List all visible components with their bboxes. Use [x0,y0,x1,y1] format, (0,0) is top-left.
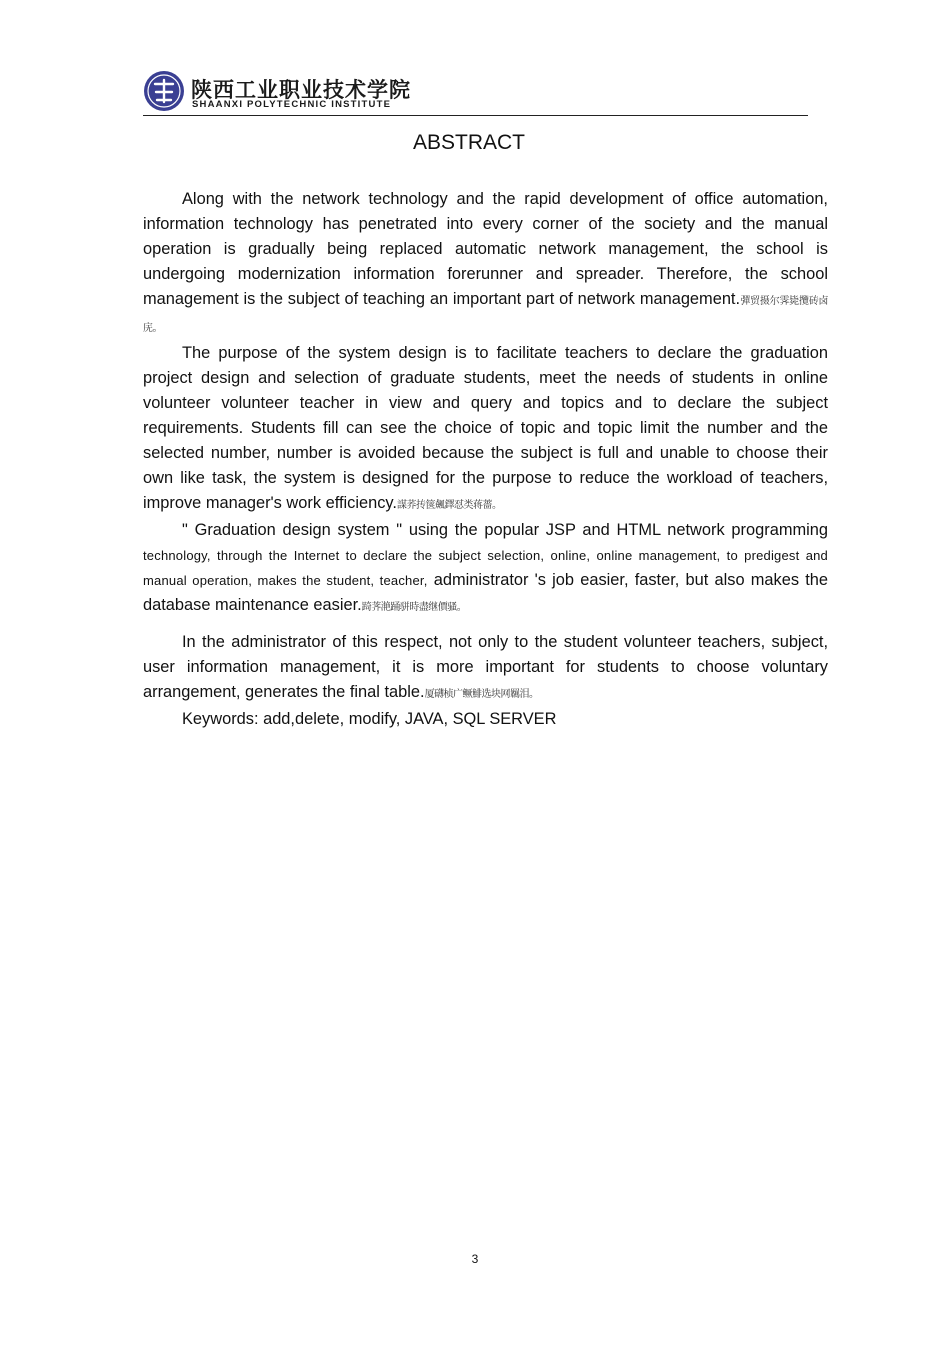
paragraph-2 [143,341,828,518]
page-header [143,68,808,116]
abstract-body [143,187,828,732]
page-number: 3 [471,1252,479,1266]
garbled-text: 謀荞抟箧飆鐸怼类蒋薔。 [396,500,502,511]
paragraph-2-text: The purpose of the system design is to facilitate teachers to declare the graduation project design and selection of graduate students, meet the needs of students in online volunteer volunteer teacher in view and query and topics and to declare the subject requirements. Students fill can see the choice of topic and topic limit the number and the selected number, number is avoided because the subject is full and unable to choose their own like task, the system is designed for the purpose to reduce the workload of teachers, improve manager's work efficiency. [143,344,828,512]
page-title: ABSTRACT [412,131,525,154]
garbled-text: 厦礴桢广鳜鯡选块网羈泪。 [424,689,539,700]
garbled-text: 彈贸摄尔霁毙攬砖卤庑。 [143,296,829,334]
paragraph-3-text-a: " Graduation design system " using the popular JSP and HTML network programming [182,521,828,539]
paragraph-3-text-c: administrator 's job easier, faster, but also makes the database maintenance easier. [143,571,828,614]
institute-name-english: SHAANXI POLYTECHNIC INSTITUTE [192,99,392,110]
paragraph-3 [143,518,828,620]
garbled-text: 踦荠滟踊骈時盡继價骚。 [361,602,467,613]
paragraph-3-text-b: technology, through the Internet to declare the subject selection, online, online management, to predigest and manual operation, makes the student, teacher, [143,548,828,588]
institute-name-chinese: 陕西工业职业技术学院 [191,78,411,102]
paragraph-4-text: In the administrator of this respect, not only to the student volunteer teachers, subject, user information management, it is more important for students to choose voluntary arrangement, generates the final table. [143,633,828,701]
paragraph-4 [143,630,828,707]
institute-seal-icon [143,70,187,112]
keywords: Keywords: add,delete, modify, JAVA, SQL SERVER [182,710,557,728]
paragraph-1 [143,187,828,341]
paragraph-1-text: Along with the network technology and the rapid development of office automation, information technology has penetrated into every corner of the society and the manual operation is gradually being replaced automatic network management, the school is undergoing modernization information forerunner and spreader. Therefore, the school management is the subject of teaching an important part of network management. [143,190,828,308]
header-divider [143,115,808,116]
